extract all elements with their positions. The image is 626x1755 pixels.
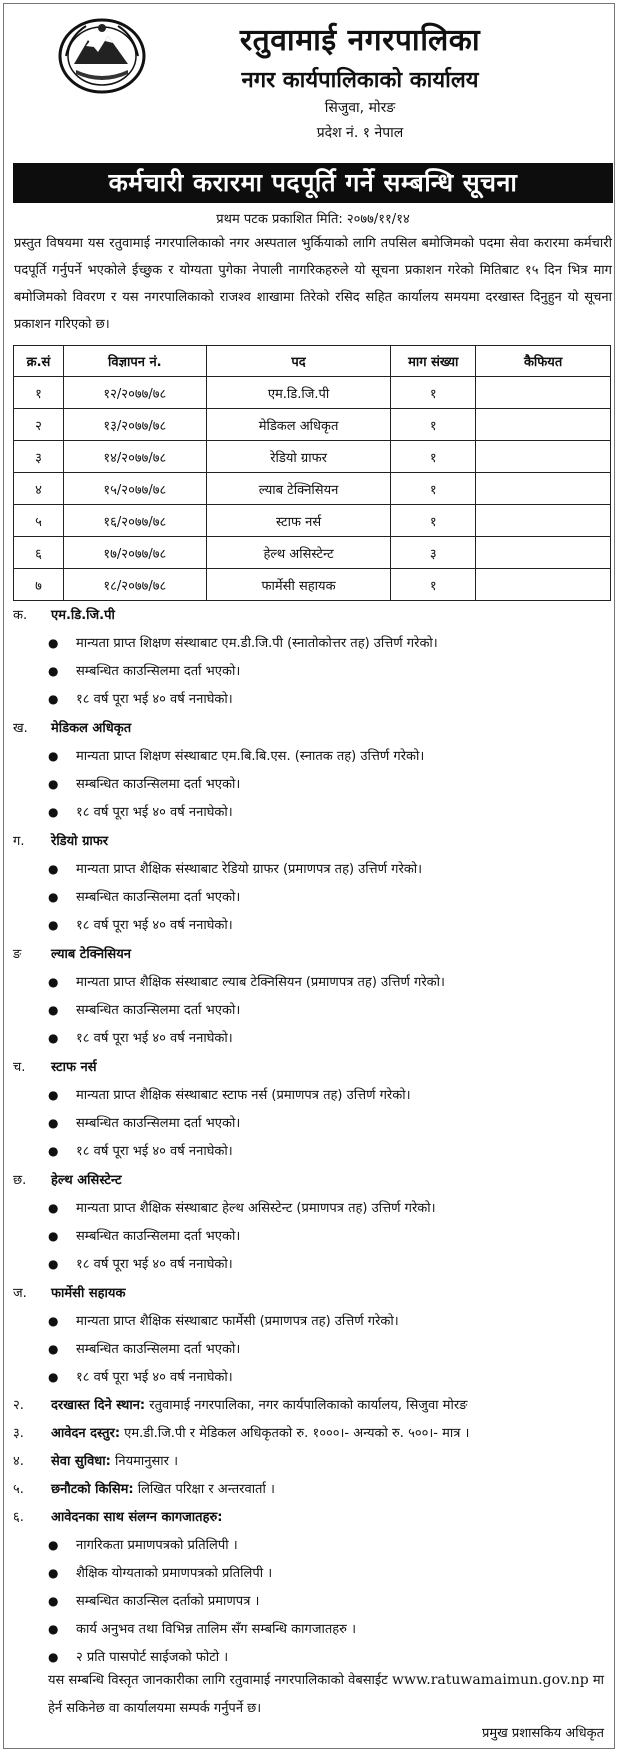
- info-key: ६.: [13, 1510, 24, 1525]
- cell-ad-number: १८/२०७७/७८: [63, 569, 206, 601]
- bullet-icon: ●: [48, 1342, 59, 1356]
- qualification-key: क.: [13, 608, 28, 623]
- cell-count: १: [391, 377, 476, 409]
- info-label: आवेदनका साथ संलग्न कागजातहरु:: [51, 1510, 223, 1525]
- list-item: [48, 774, 240, 792]
- list-item-text: मान्यता प्राप्त शैक्षिक संस्थाबाट ल्याब टेक्निसियन (प्रमाणपत्र तह) उत्तिर्ण गरेको।: [76, 975, 445, 990]
- list-item: [48, 1311, 399, 1329]
- info-label: आवेदन दस्तुर:: [51, 1426, 121, 1441]
- list-item-text: १८ वर्ष पूरा भई ४० वर्ष ननाघेको।: [76, 692, 233, 707]
- list-item: [48, 1619, 356, 1637]
- qualification-key: छ.: [13, 1173, 27, 1188]
- list-item-text: कार्य अनुभव तथा विभिन्न तालिम सँग सम्बन्धि कागजातहरु ।: [76, 1622, 356, 1637]
- list-item: [48, 1113, 240, 1131]
- info-label: छनौटको किसिम:: [51, 1482, 134, 1497]
- info-label: सेवा सुविधा:: [51, 1454, 111, 1469]
- cell-serial: ५: [14, 505, 64, 537]
- bullet-icon: ●: [48, 805, 59, 819]
- list-item-text: मान्यता प्राप्त शैक्षिक संस्थाबाट रेडियो ग्राफर (प्रमाणपत्र तह) उत्तिर्ण गरेको।: [76, 862, 423, 877]
- nepal-emblem-icon: [56, 16, 148, 96]
- list-item: [48, 1198, 436, 1216]
- qualification-title: फार्मेसी सहायक: [51, 1286, 126, 1301]
- cell-post: एम.डि.जि.पी: [206, 377, 391, 409]
- list-item: [48, 1085, 411, 1103]
- list-item: [48, 1535, 238, 1553]
- list-item: [48, 802, 233, 820]
- qualification-heading: [13, 944, 131, 962]
- col-remarks: कैफियत: [476, 346, 611, 377]
- list-item-text: मान्यता प्राप्त शिक्षण संस्थाबाट एम.डी.जि.पी (स्नातोकोत्तर तह) उत्तिर्ण गरेको।: [76, 636, 438, 651]
- qualification-heading: [13, 1283, 125, 1301]
- list-item-text: सम्बन्धित काउन्सिलमा दर्ता भएको।: [76, 890, 241, 905]
- list-item-text: १८ वर्ष पूरा भई ४० वर्ष ननाघेको।: [76, 918, 233, 933]
- application-place: [13, 1395, 467, 1413]
- list-item-text: सम्बन्धित काउन्सिलमा दर्ता भएको।: [76, 1116, 241, 1131]
- info-label: दरखास्त दिने स्थान:: [51, 1398, 146, 1413]
- bullet-icon: ●: [48, 1566, 59, 1580]
- list-item-text: सम्बन्धित काउन्सिलमा दर्ता भएको।: [76, 1003, 241, 1018]
- cell-serial: ४: [14, 473, 64, 505]
- cell-ad-number: १७/२०७७/७८: [63, 537, 206, 569]
- list-item-text: मान्यता प्राप्त शैक्षिक संस्थाबाट फार्मेसी (प्रमाणपत्र तह) उत्तिर्ण गरेको।: [76, 1314, 399, 1329]
- list-item: [48, 1254, 233, 1272]
- bullet-icon: ●: [48, 636, 59, 650]
- cell-count: १: [391, 473, 476, 505]
- qualification-key: ङ: [13, 947, 22, 962]
- list-item: [48, 1563, 272, 1581]
- list-item: [48, 1647, 228, 1665]
- office-name: नगर कार्यपालिकाको कार्यालय: [241, 68, 479, 93]
- bullet-icon: ●: [48, 1088, 59, 1102]
- table-row: [14, 569, 611, 601]
- cell-remarks: [476, 377, 611, 409]
- required-documents-heading: [13, 1507, 222, 1525]
- list-item-text: सम्बन्धित काउन्सिलमा दर्ता भएको।: [76, 664, 241, 679]
- list-item-text: सम्बन्धित काउन्सिल दर्ताको प्रमाणपत्र ।: [76, 1594, 260, 1609]
- info-key: ३.: [13, 1426, 24, 1441]
- col-serial: क्र.सं: [14, 346, 64, 377]
- table-row: [14, 537, 611, 569]
- cell-ad-number: १४/२०७७/७८: [63, 441, 206, 473]
- cell-remarks: [476, 569, 611, 601]
- intro-paragraph: प्रस्तुत विषयमा यस रतुवामाई नगरपालिकाको नगर अस्पताल भुर्कियाको लागि तपसिल बमोजिमको पदमा सेवा करारमा कर्मचारी पदपूर्ति गर्नुपर्ने भएकोले ईच्छुक र योग्यता पुगेका नेपाली नागरिकहरुले यो सूचना प्रकाशन गरेको मितिबाट १५ दिन भित्र माग बमोजिमको विवरण र यस नगरपालिकाको राजश्व शाखामा तिरेको रसिद सहित कार्यालय समयमा दरखास्त दिनुहुन यो सूचना प्रकाशन गरिएको छ।: [14, 236, 612, 332]
- bullet-icon: ●: [48, 1257, 59, 1271]
- list-item: [48, 1028, 233, 1046]
- bullet-icon: ●: [48, 1538, 59, 1552]
- info-value: लिखित परिक्षा र अन्तरवार्ता ।: [133, 1482, 275, 1497]
- bullet-icon: ●: [48, 664, 59, 678]
- cell-post: रेडियो ग्राफर: [206, 441, 391, 473]
- bullet-icon: ●: [48, 1003, 59, 1017]
- col-post: पद: [206, 346, 391, 377]
- cell-post: ल्याब टेक्निसियन: [206, 473, 391, 505]
- cell-serial: ३: [14, 441, 64, 473]
- list-item: [48, 1591, 259, 1609]
- info-key: ५.: [13, 1482, 24, 1497]
- info-key: २.: [13, 1398, 24, 1413]
- bullet-icon: ●: [48, 1229, 59, 1243]
- cell-post: स्टाफ नर्स: [206, 505, 391, 537]
- cell-ad-number: १२/२०७७/७८: [63, 377, 206, 409]
- cell-post: हेल्थ असिस्टेन्ट: [206, 537, 391, 569]
- table-row: [14, 505, 611, 537]
- bullet-icon: ●: [48, 1314, 59, 1328]
- table-row: [14, 473, 611, 505]
- table-row: [14, 409, 611, 441]
- org-name: रतुवामाई नगरपालिका: [239, 23, 481, 58]
- notice-title-banner: कर्मचारी करारमा पदपूर्ति गर्ने सम्बन्धि सूचना: [13, 163, 613, 203]
- list-item-text: १८ वर्ष पूरा भई ४० वर्ष ननाघेको।: [76, 1370, 233, 1385]
- qualification-title: मेडिकल अधिकृत: [51, 721, 132, 736]
- col-ad-number: विज्ञापन नं.: [63, 346, 206, 377]
- cell-ad-number: १६/२०७७/७८: [63, 505, 206, 537]
- table-row: [14, 441, 611, 473]
- list-item-text: शैक्षिक योग्यताको प्रमाणपत्रको प्रतिलिपी ।: [76, 1566, 273, 1581]
- list-item-text: १८ वर्ष पूरा भई ४० वर्ष ननाघेको।: [76, 805, 233, 820]
- list-item-text: १८ वर्ष पूरा भई ४० वर्ष ननाघेको।: [76, 1031, 233, 1046]
- list-item-text: १८ वर्ष पूरा भई ४० वर्ष ननाघेको।: [76, 1144, 233, 1159]
- publication-date: प्रथम पटक प्रकाशित मिति: २०७७/११/१४: [216, 212, 410, 227]
- cell-remarks: [476, 409, 611, 441]
- list-item: [48, 1339, 240, 1357]
- list-item-text: मान्यता प्राप्त शैक्षिक संस्थाबाट हेल्थ असिस्टेन्ट (प्रमाणपत्र तह) उत्तिर्ण गरेको।: [76, 1201, 436, 1216]
- list-item: [48, 661, 240, 679]
- qualification-heading: [13, 718, 131, 736]
- list-item: [48, 746, 424, 764]
- service-facility: [13, 1451, 178, 1469]
- bullet-icon: ●: [48, 692, 59, 706]
- qualification-key: च.: [13, 1060, 26, 1075]
- bullet-icon: ●: [48, 1622, 59, 1636]
- qualification-heading: [13, 605, 115, 623]
- qualification-key: ज.: [13, 1286, 27, 1301]
- closing-text-2: मा हेर्न सकिनेछ वा कार्यालयमा सम्पर्क गर्नुपर्ने छ।: [48, 1673, 604, 1716]
- list-item-text: मान्यता प्राप्त शिक्षण संस्थाबाट एम.बि.बि.एस. (स्नातक तह) उत्तिर्ण गरेको।: [76, 749, 425, 764]
- address-line-2: प्रदेश नं. १ नेपाल: [316, 125, 404, 141]
- cell-count: १: [391, 409, 476, 441]
- address-line-1: सिजुवा, मोरङ: [324, 100, 396, 116]
- list-item: [48, 1000, 240, 1018]
- list-item: [48, 859, 422, 877]
- bullet-icon: ●: [48, 862, 59, 876]
- list-item: [48, 1141, 233, 1159]
- cell-count: १: [391, 569, 476, 601]
- list-item-text: १८ वर्ष पूरा भई ४० वर्ष ननाघेको।: [76, 1257, 233, 1272]
- list-item: [48, 633, 438, 651]
- bullet-icon: ●: [48, 890, 59, 904]
- bullet-icon: ●: [48, 918, 59, 932]
- list-item-text: सम्बन्धित काउन्सिलमा दर्ता भएको।: [76, 777, 241, 792]
- cell-ad-number: १५/२०७७/७८: [63, 473, 206, 505]
- list-item-text: सम्बन्धित काउन्सिलमा दर्ता भएको।: [76, 1229, 241, 1244]
- cell-post: फार्मेसी सहायक: [206, 569, 391, 601]
- qualification-title: एम.डि.जि.पी: [51, 608, 115, 623]
- table-header-row: [14, 346, 611, 377]
- closing-text-1: यस सम्बन्धि विस्तृत जानकारीका लागि रतुवामाई नगरपालिकाको वेबसाईट: [48, 1673, 388, 1688]
- info-value: नियमानुसार ।: [110, 1454, 179, 1469]
- cell-serial: १: [14, 377, 64, 409]
- selection-method: [13, 1479, 275, 1497]
- bullet-icon: ●: [48, 975, 59, 989]
- cell-remarks: [476, 473, 611, 505]
- bullet-icon: ●: [48, 777, 59, 791]
- bullet-icon: ●: [48, 1370, 59, 1384]
- cell-count: १: [391, 505, 476, 537]
- cell-serial: ७: [14, 569, 64, 601]
- list-item: [48, 972, 445, 990]
- bullet-icon: ●: [48, 749, 59, 763]
- closing-paragraph: [48, 1666, 604, 1723]
- website-link[interactable]: www.ratuwamaimun.gov.np: [392, 1672, 589, 1688]
- list-item: [48, 915, 233, 933]
- cell-remarks: [476, 537, 611, 569]
- header: [0, 6, 626, 156]
- table-row: [14, 377, 611, 409]
- cell-ad-number: १३/२०७७/७८: [63, 409, 206, 441]
- qualification-title: रेडियो ग्राफर: [51, 834, 109, 849]
- list-item: [48, 887, 240, 905]
- list-item: [48, 689, 233, 707]
- info-value: एम.डी.जि.पी र मेडिकल अधिकृतको रु. १०००।- अन्यको रु. ५००।- मात्र ।: [120, 1426, 470, 1441]
- qualification-title: ल्याब टेक्निसियन: [51, 947, 131, 962]
- bullet-icon: ●: [48, 1116, 59, 1130]
- list-item: [48, 1367, 233, 1385]
- cell-count: ३: [391, 537, 476, 569]
- bullet-icon: ●: [48, 1594, 59, 1608]
- cell-post: मेडिकल अधिकृत: [206, 409, 391, 441]
- bullet-icon: ●: [48, 1031, 59, 1045]
- cell-remarks: [476, 441, 611, 473]
- vacancy-table: [13, 345, 611, 601]
- list-item-text: नागरिकता प्रमाणपत्रको प्रतिलिपी ।: [76, 1538, 238, 1553]
- list-item-text: २ प्रति पासपोर्ट साईजको फोटो ।: [76, 1650, 229, 1665]
- qualification-key: ग.: [13, 834, 25, 849]
- bullet-icon: ●: [48, 1201, 59, 1215]
- qualification-key: ख.: [13, 721, 28, 736]
- list-item: [48, 1226, 240, 1244]
- bullet-icon: ●: [48, 1144, 59, 1158]
- col-count: माग संख्या: [391, 346, 476, 377]
- list-item-text: मान्यता प्राप्त शैक्षिक संस्थाबाट स्टाफ नर्स (प्रमाणपत्र तह) उत्तिर्ण गरेको।: [76, 1088, 411, 1103]
- qualification-heading: [13, 1057, 97, 1075]
- bullet-icon: ●: [48, 1650, 59, 1664]
- info-key: ४.: [13, 1454, 24, 1469]
- application-fee: [13, 1423, 469, 1441]
- qualification-title: स्टाफ नर्स: [51, 1060, 97, 1075]
- info-value: रतुवामाई नगरपालिका, नगर कार्यपालिकाको कार्यालय, सिजुवा मोरङ: [145, 1398, 468, 1413]
- qualification-heading: [13, 831, 108, 849]
- cell-serial: ६: [14, 537, 64, 569]
- qualification-title: हेल्थ असिस्टेन्ट: [51, 1173, 122, 1188]
- qualification-heading: [13, 1170, 122, 1188]
- cell-serial: २: [14, 409, 64, 441]
- signatory-title: प्रमुख प्रशासकिय अधिकृत: [481, 1726, 604, 1741]
- list-item-text: सम्बन्धित काउन्सिलमा दर्ता भएको।: [76, 1342, 241, 1357]
- cell-remarks: [476, 505, 611, 537]
- cell-count: १: [391, 441, 476, 473]
